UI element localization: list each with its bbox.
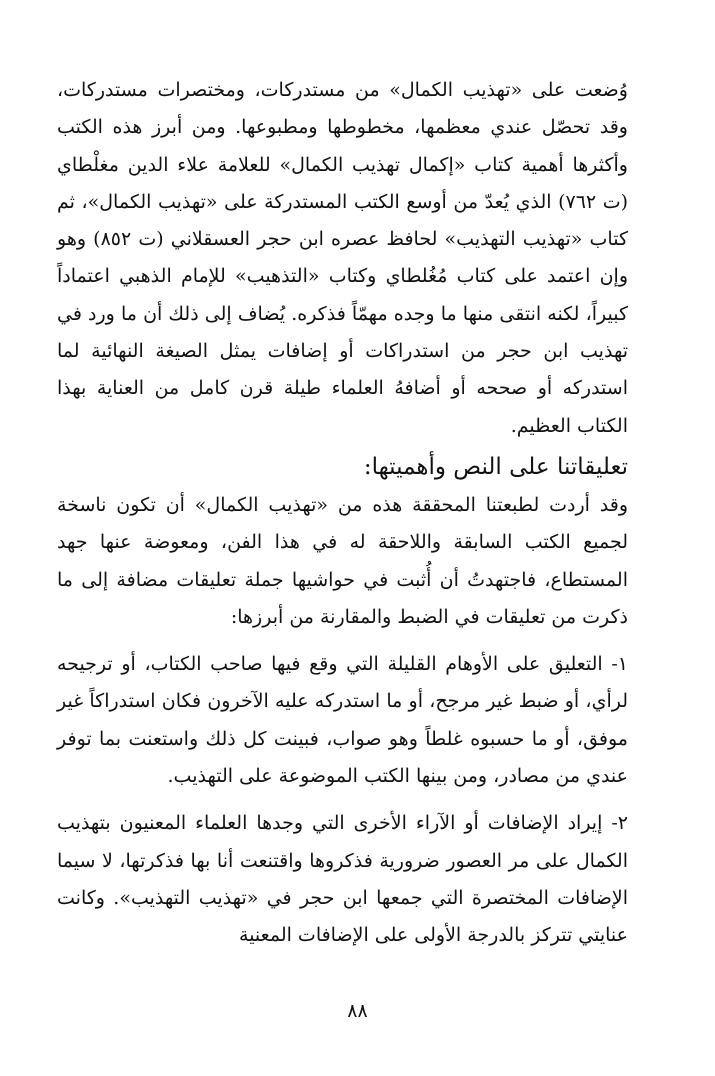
section-paragraph: وقد أردت لطبعتنا المحققة هذه من «تهذيب الكمال» أن تكون ناسخة لجميع الكتب السابقة واللاحقة له في هذا الفن، ومعوضة عنها جهد المستطاع، فاجتهدتُ أن أُثبت في حواشيها جملة تعليقات مضافة إلى ما ذكرت من تعليقات في الضبط والمقارنة من أبرزها:: [57, 493, 628, 628]
list-item-2: ٢- إيراد الإضافات أو الآراء الأخرى التي وجدها العلماء المعنيون بتهذيب الكمال على مر العصور ضرورية فذكروها واقتنعت أنا بها فذكرتها، لا سيما الإضافات المختصرة التي جمعها ابن حجر في «تهذيب التهذيب». وكانت عنايتي تتركز بالدرجة الأولى على الإضافات المعنية: [57, 812, 628, 947]
page-number: ٨٨: [347, 1000, 368, 1022]
page-body: [57, 72, 628, 955]
intro-paragraph: وُضعت على «تهذيب الكمال» من مستدركات، ومختصرات مستدركات، وقد تحصّل عندي معظمها، مخطوطها ومطبوعها. ومن أبرز هذه الكتب وأكثرها أهمية كتاب «إكمال تهذيب الكمال» للعلامة علاء الدين مغلْطاي (ت ٧٦٢) الذي يُعدّ من أوسع الكتب المستدركة على «تهذيب الكمال»، ثم كتاب «تهذيب التهذيب» لحافظ عصره ابن حجر العسقلاني (ت ٨٥٢) وهو وإن اعتمد على كتاب مُغُلطاي وكتاب «التذهيب» للإمام الذهبي اعتماداً كبيراً، لكنه انتقى منها ما وجده مهمّاً فذكره. يُضاف إلى ذلك أن ما ورد في تهذيب ابن حجر من استدراكات أو إضافات يمثل الصيغة النهائية لما استدركه أو صححه أو أضافهُ العلماء طيلة قرن كامل من العناية بهذا الكتاب العظيم.: [57, 79, 628, 437]
section-heading: تعليقاتنا على النص وأهميتها:: [363, 453, 628, 480]
list-item-1: ١- التعليق على الأوهام القليلة التي وقع فيها صاحب الكتاب، أو ترجيحه لرأي، أو ضبط غير مرجح، أو ما استدركه عليه الآخرون فكان استدراكاً غير موفق، أو ما حسبوه غلطاً وهو صواب، فبينت كل ذلك واستعنت بما توفر عندي من مصادر، ومن بينها الكتب الموضوعة على التهذيب.: [57, 653, 628, 788]
